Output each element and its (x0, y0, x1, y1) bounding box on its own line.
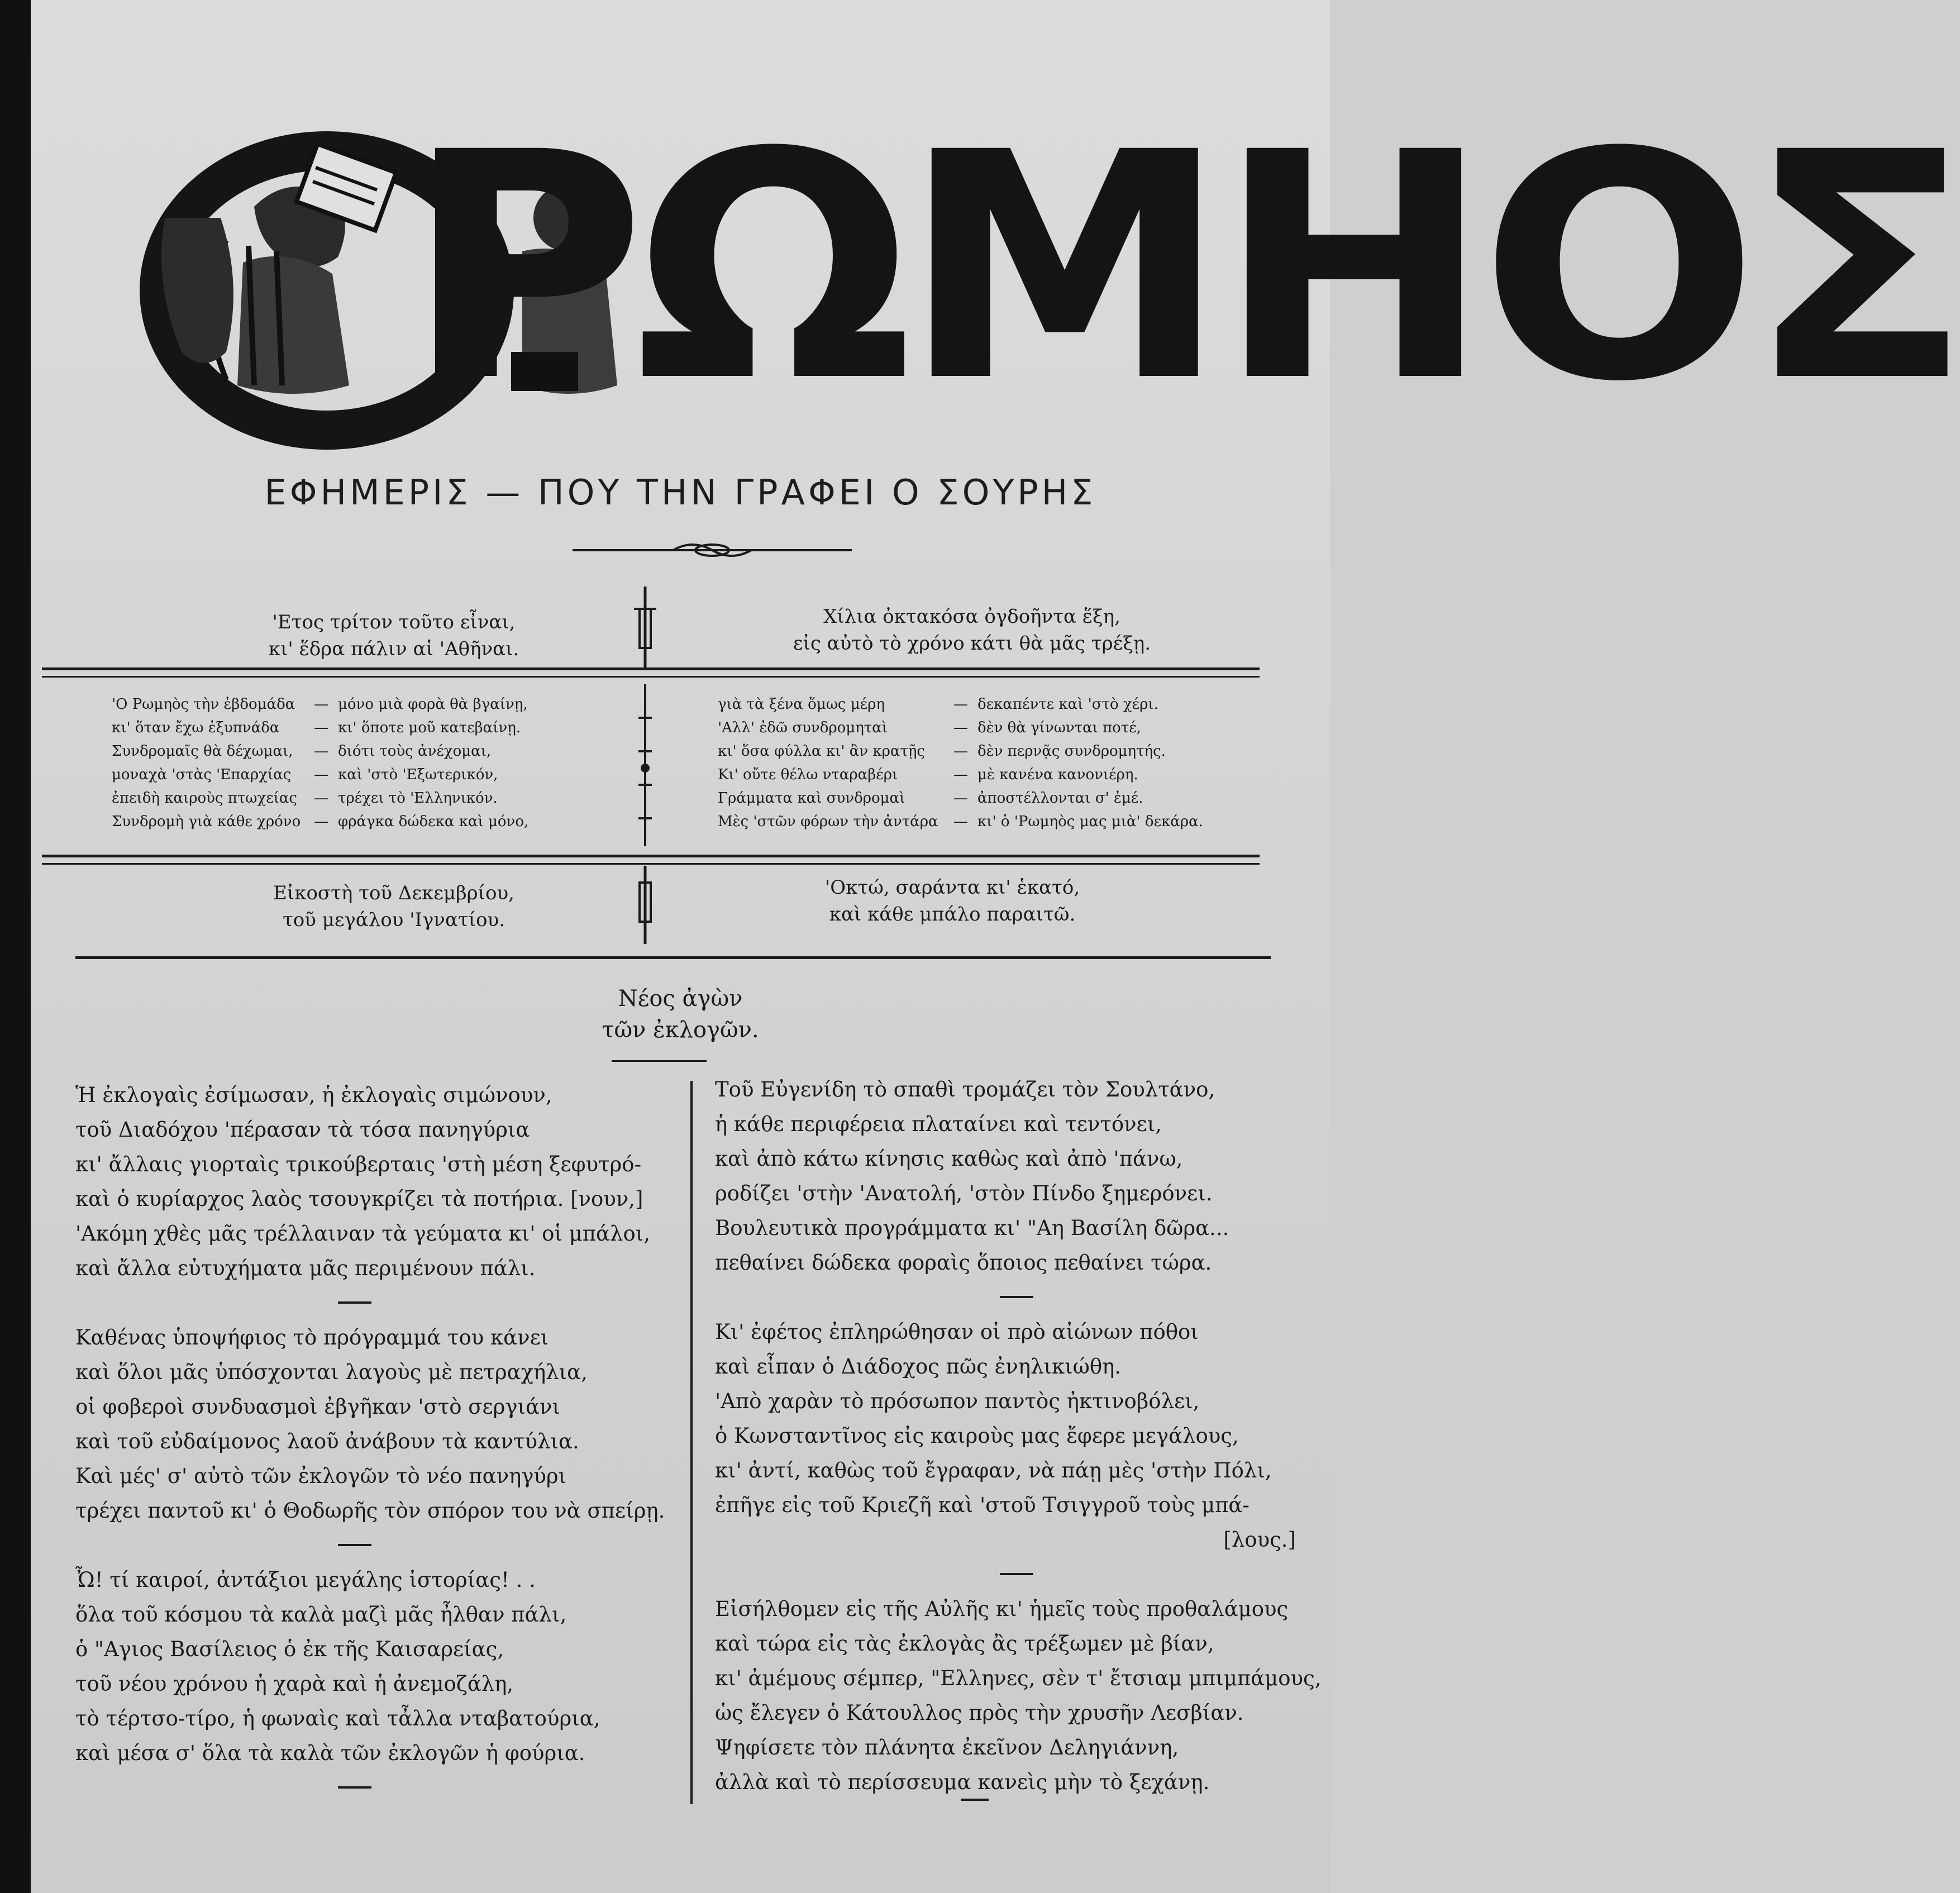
verse-line: ὁ "Αγιος Βασίλειος ὁ ἐκ τῆς Καισαρείας, (75, 1637, 504, 1661)
subscription-row (718, 763, 1246, 786)
cell: — (953, 743, 968, 760)
article-right-column (715, 1072, 1322, 1800)
cell: μὲ κανένα κανονιέρη. (977, 766, 1138, 783)
stanza (75, 1078, 684, 1286)
stanza (75, 1563, 684, 1771)
article-left-column (75, 1078, 684, 1805)
verse-line: κι' ἀμέμους σέμπερ, "Ελληνες, σὲν τ' ἔτσιαμ μπιμπάμους, (715, 1666, 1322, 1690)
dagger-ornament (634, 587, 656, 670)
verse-line: καὶ μέσα σ' ὅλα τὰ καλὰ τῶν ἐκλογῶν ἡ φούρια. (75, 1741, 585, 1765)
year-info (226, 609, 561, 662)
cell: ἐπειδὴ καιροὺς πτωχείας (112, 790, 297, 807)
cell: Γράμματα καὶ συνδρομαὶ (718, 790, 905, 807)
article-title (31, 983, 1330, 1046)
ornament-divider (573, 539, 852, 561)
stanza (75, 1320, 684, 1528)
rule (42, 676, 1260, 678)
verse-line: κι' ἀντί, καθὼς τοῦ ἔγραφαν, νὰ πάῃ μὲς 'στὴν Πόλι, (715, 1458, 1272, 1482)
stanza (715, 1315, 1318, 1557)
price-info-line: καὶ κάθε μπάλο παραιτῶ. (829, 903, 1076, 926)
cell: κι' ὅσα φύλλα κι' ἂν κρατῇς (718, 743, 925, 760)
verse-line: καὶ εἶπαν ὁ Διάδοχος πῶς ἐνηλικιώθη. (715, 1355, 1122, 1379)
verse-line: ἀλλὰ καὶ τὸ περίσσευμα κανεὶς μὴν τὸ ξεχάνῃ. (715, 1770, 1210, 1794)
cell: καὶ 'στὸ 'Εξωτερικόν, (338, 766, 498, 783)
verse-line: ὁ Κωνσταντῖνος εἰς καιροὺς μας ἔφερε μεγάλους, (715, 1424, 1239, 1448)
rule (42, 863, 1260, 865)
cell: — (314, 743, 328, 760)
verse-line: Κι' ἐφέτος ἐπληρώθησαν οἱ πρὸ αἰώνων πόθοι (715, 1320, 1199, 1344)
subscription-row (718, 693, 1246, 716)
year-number-line: Χίλια ὀκτακόσα ὀγδοῆντα ἕξη, (823, 605, 1120, 628)
date-info (198, 880, 589, 933)
subscription-row (112, 763, 550, 786)
verse-line: τρέχει παντοῦ κι' ὁ Θοδωρῆς τὸν σπόρον του νὰ σπείρῃ. (75, 1499, 665, 1523)
year-number-info (740, 603, 1204, 657)
verse-line: Καθένας ὑποψήφιος τὸ πρόγραμμά του κάνει (75, 1325, 549, 1350)
stanza-separator (75, 1528, 684, 1563)
cell: μοναχὰ 'στὰς 'Επαρχίας (112, 766, 292, 783)
cell: διότι τοὺς ἀνέχομαι, (338, 743, 492, 760)
verse-line: κι' ἄλλαις γιορταὶς τρικούβερταις 'στὴ μέση ξεφυτρό- (75, 1152, 642, 1176)
newspaper-page (31, 0, 1960, 1893)
verse-line: Ψηφίσετε τὸν πλάνητα ἐκεῖνον Δεληγιάννη, (715, 1735, 1179, 1760)
cell: δὲν περνᾷς συνδρομητής. (977, 743, 1166, 760)
verse-line: πεθαίνει δώδεκα φοραὶς ὅποιος πεθαίνει τώρα. (715, 1251, 1212, 1275)
rule (42, 855, 1260, 857)
masthead (142, 84, 1960, 450)
verse-line: τοῦ Διαδόχου 'πέρασαν τὰ τόσα πανηγύρια (75, 1118, 530, 1142)
cell: — (314, 813, 328, 830)
cell: — (953, 766, 968, 783)
verse-line: οἱ φοβεροὶ συνδυασμοὶ ἐβγῆκαν 'στὸ σεργιάνι (75, 1395, 561, 1419)
rule (75, 956, 1271, 959)
verse-line: ροδίζει 'στὴν 'Ανατολή, 'στὸν Πίνδο ξημερόνει. (715, 1181, 1213, 1205)
cell: μόνο μιὰ φορὰ θὰ βγαίνῃ, (338, 696, 528, 713)
date-info-line: Εἰκοστὴ τοῦ Δεκεμβρίου, (273, 882, 514, 904)
cell: Συνδρομὴ γιὰ κάθε χρόνο (112, 813, 301, 830)
subscription-table-right (718, 693, 1246, 833)
cell: — (953, 696, 968, 713)
stanza-separator (715, 1557, 1318, 1592)
masthead-title: ΡΩΜΗΟΣ (405, 86, 1960, 450)
verse-line: Ὦ! τί καιροί, ἀντάξιοι μεγάλης ἱστορίας! . . (75, 1568, 536, 1592)
verse-line: ὡς ἔλεγεν ὁ Κάτουλλος πρὸς τὴν χρυσῆν Λεσβίαν. (715, 1701, 1244, 1725)
verse-line: τοῦ νέου χρόνου ἡ χαρὰ καὶ ἡ ἀνεμοζάλη, (75, 1672, 514, 1696)
cell: Μὲς 'στῶν φόρων τὴν ἀντάρα (718, 813, 938, 830)
cell: 'Ο Ρωμηὸς τὴν ἑβδομάδα (112, 696, 295, 713)
cell: — (314, 766, 328, 783)
masthead-subtitle: ΕΦΗΜΕΡΙΣ — ΠΟΥ ΤΗΝ ΓΡΑΦΕΙ Ο ΣΟΥΡΗΣ (264, 472, 1096, 513)
verse-line: Τοῦ Εὐγενίδη τὸ σπαθὶ τρομάζει τὸν Σουλτάνο, (715, 1077, 1215, 1102)
dagger-ornament (634, 866, 656, 944)
page-binding-edge (0, 0, 35, 1893)
price-info-line: 'Οκτώ, σαράντα κι' ἑκατό, (824, 876, 1080, 899)
stanza-separator (715, 1280, 1318, 1315)
year-info-line: κι' ἕδρα πάλιν αἱ 'Αθῆναι. (268, 638, 519, 660)
cell: κι' ὅταν ἔχω ἐξυπνάδα (112, 719, 280, 736)
title-underline (612, 1060, 707, 1062)
cell: — (953, 813, 968, 830)
cell: φράγκα δώδεκα καὶ μόνο, (338, 813, 529, 830)
subscription-row (112, 786, 550, 810)
verse-continuation: [λους.] (1223, 1528, 1296, 1552)
subscription-row (718, 810, 1246, 833)
cell: 'Αλλ' ἐδῶ συνδρομηταὶ (718, 719, 888, 736)
column-divider (690, 1081, 693, 1804)
subscription-row (112, 740, 550, 763)
verse-line: Ἡ ἐκλογαὶς ἐσίμωσαν, ἡ ἐκλογαὶς σιμώνουν, (75, 1083, 552, 1107)
rule (42, 667, 1260, 670)
stanza-separator (75, 1286, 684, 1320)
subscription-table-left (112, 693, 550, 833)
verse-line: Βουλευτικὰ προγράμματα κι' "Αη Βασίλη δῶρα... (715, 1216, 1229, 1240)
cell: δὲν θὰ γίνωνται ποτέ, (977, 719, 1141, 736)
year-info-line: 'Ετος τρίτον τοῦτο εἶναι, (272, 611, 516, 633)
verse-line: καὶ ὁ κυρίαρχος λαὸς τσουγκρίζει τὰ ποτήρια. [νουν,] (75, 1187, 643, 1211)
cell: — (314, 790, 328, 807)
verse-line: ἡ κάθε περιφέρεια πλαταίνει καὶ τεντόνει, (715, 1112, 1162, 1136)
verse-line: καὶ ὅλοι μᾶς ὑπόσχονται λαγοὺς μὲ πετραχήλια, (75, 1360, 588, 1384)
verse-line: τὸ τέρτσο-τίρο, ἡ φωναὶς καὶ τἆλλα νταβατούρια, (75, 1706, 600, 1730)
date-info-line: τοῦ μεγάλου 'Ιγνατίου. (282, 909, 506, 931)
year-number-line: εἰς αὐτὸ τὸ χρόνο κάτι θὰ μᾶς τρέξῃ. (793, 632, 1151, 655)
subscription-row (718, 740, 1246, 763)
verse-line: 'Ακόμη χθὲς μᾶς τρέλλαιναν τὰ γεύματα κι' οἱ μπάλοι, (75, 1222, 651, 1246)
cell: Συνδρομαῖς θὰ δέχωμαι, (112, 743, 293, 760)
cell: Κι' οὔτε θέλω νταραβέρι (718, 766, 898, 783)
stanza (715, 1592, 1322, 1800)
verse-line: ὅλα τοῦ κόσμου τὰ καλὰ μαζὶ μᾶς ἦλθαν πάλι, (75, 1603, 567, 1627)
cell: — (953, 719, 968, 736)
verse-line: καὶ τοῦ εὐδαίμονος λαοῦ ἀνάβουν τὰ καντύλια. (75, 1429, 579, 1453)
cell: ἀποστέλλονται σ' ἐμέ. (977, 790, 1143, 807)
price-info (757, 874, 1148, 928)
verse-line: Εἰσήλθομεν εἰς τῆς Αὐλῆς κι' ἡμεῖς τοὺς προθαλάμους (715, 1597, 1289, 1621)
verse-line: καὶ τώρα εἰς τὰς ἐκλογὰς ἂς τρέξωμεν μὲ βίαν, (715, 1632, 1214, 1656)
verse-line: καὶ ἀπὸ κάτω κίνησις καθὼς καὶ ἀπὸ 'πάνω, (715, 1147, 1183, 1171)
cell: κι' ὅποτε μοῦ κατεβαίνῃ. (338, 719, 521, 736)
cell: — (314, 696, 328, 713)
subscription-row (718, 716, 1246, 740)
verse-line: ἐπῆγε εἰς τοῦ Κριεζῆ καὶ 'στοῦ Τσιγγροῦ τοὺς μπά- (715, 1493, 1250, 1517)
subscription-row (112, 810, 550, 833)
dagger-column-ornament (634, 684, 656, 846)
stanza (715, 1072, 1318, 1280)
verse-line: 'Απὸ χαρὰν τὸ πρόσωπον παντὸς ἠκτινοβόλει, (715, 1389, 1200, 1413)
verse-line: Καὶ μές' σ' αὐτὸ τῶν ἐκλογῶν τὸ νέο πανηγύρι (75, 1464, 567, 1488)
subscription-row (718, 786, 1246, 810)
cell: κι' ὁ 'Ρωμηὸς μας μιὰ' δεκάρα. (977, 813, 1203, 830)
cell: δεκαπέντε καὶ 'στὸ χέρι. (977, 696, 1158, 713)
stanza-separator (75, 1771, 684, 1805)
subscription-row (112, 716, 550, 740)
article-title-line: Νέος ἀγὼν (618, 986, 743, 1012)
article-title-line: τῶν ἐκλογῶν. (602, 1017, 759, 1043)
verse-line: καὶ ἄλλα εὐτυχήματα μᾶς περιμένουν πάλι. (75, 1256, 536, 1280)
cell: γιὰ τὰ ξένα ὅμως μέρη (718, 696, 885, 713)
cell: — (953, 790, 968, 807)
cell: — (314, 719, 328, 736)
subscription-row (112, 693, 550, 716)
end-mark (961, 1799, 989, 1801)
cell: τρέχει τὸ 'Ελληνικόν. (338, 790, 498, 807)
